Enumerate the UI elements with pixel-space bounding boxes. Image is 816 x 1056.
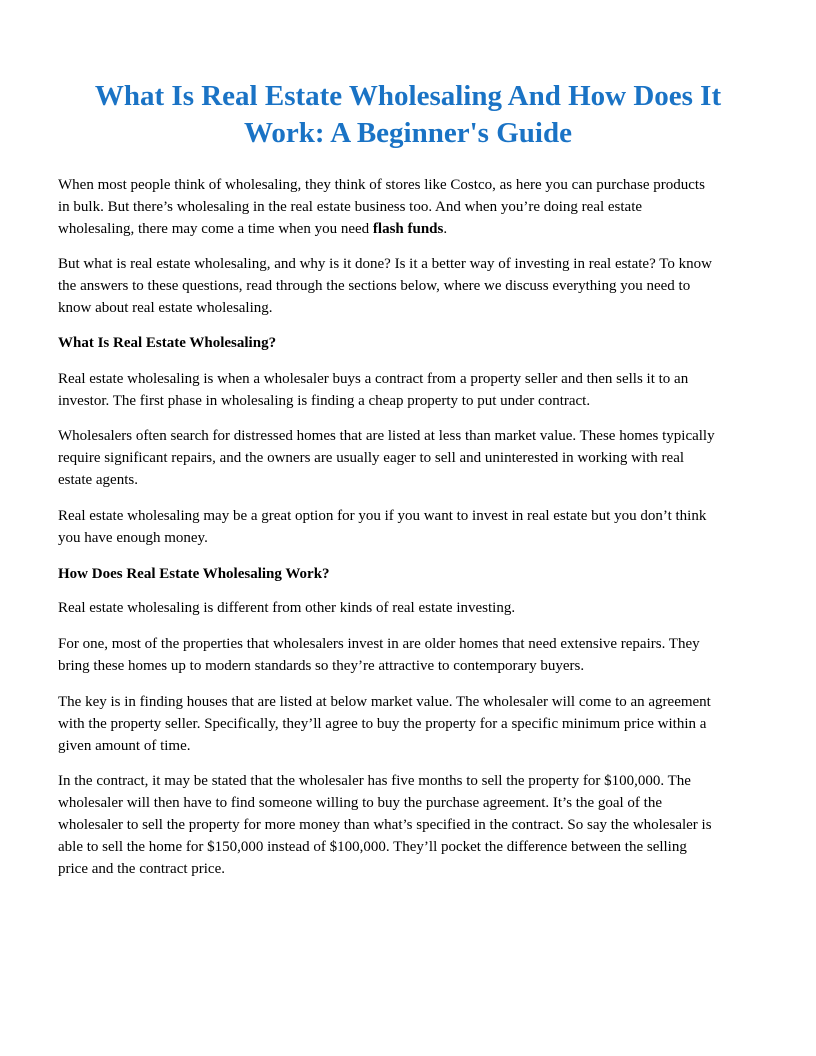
paragraph-7 bbox=[58, 633, 763, 677]
paragraph-6 bbox=[58, 597, 763, 619]
p5-line-2: you have enough money. bbox=[58, 530, 208, 546]
title-line-1: What Is Real Estate Wholesaling And How Does It bbox=[94, 80, 722, 112]
intro-line-2: in bulk. But there’s wholesaling in the real estate business too. And when you’re doing real estate bbox=[58, 199, 643, 215]
section-heading-2: How Does Real Estate Wholesaling Work? bbox=[58, 566, 330, 582]
p3-line-2: investor. The first phase in wholesaling is finding a cheap property to put under contract. bbox=[58, 393, 591, 409]
p4-line-1: Wholesalers often search for distressed homes that are listed at less than market value. These homes typically bbox=[58, 428, 715, 444]
p4-line-3: estate agents. bbox=[58, 472, 138, 488]
p8-line-2: with the property seller. Specifically, they’ll agree to buy the property for a specific minimum price within a bbox=[58, 716, 707, 732]
p7-line-1: For one, most of the properties that wholesalers invest in are older homes that need extensive repairs. They bbox=[58, 636, 700, 652]
paragraph-9 bbox=[58, 770, 763, 880]
intro-line-3 bbox=[58, 218, 763, 240]
paragraph-8 bbox=[58, 691, 763, 757]
title-line-2: Work: A Beginner's Guide bbox=[244, 117, 572, 149]
paragraph-4 bbox=[58, 425, 763, 491]
intro-paragraph bbox=[58, 174, 763, 240]
paragraph-2 bbox=[58, 253, 763, 319]
p9-line-2: wholesaler will then have to find someone willing to buy the purchase agreement. It’s the goal of the bbox=[58, 795, 662, 811]
p9-line-4: able to sell the home for $150,000 instead of $100,000. They’ll pocket the difference between the selling bbox=[58, 839, 687, 855]
p2-line-3: know about real estate wholesaling. bbox=[58, 300, 273, 316]
p6-line-1: Real estate wholesaling is different from other kinds of real estate investing. bbox=[58, 600, 516, 616]
section-heading-1: What Is Real Estate Wholesaling? bbox=[58, 335, 277, 351]
p8-line-3: given amount of time. bbox=[58, 738, 191, 754]
p5-line-1: Real estate wholesaling may be a great option for you if you want to invest in real estate but you don’t think bbox=[58, 508, 707, 524]
intro-line-3-end: . bbox=[443, 221, 448, 237]
intro-line-3-text: wholesaling, there may come a time when you need bbox=[58, 221, 373, 237]
document-title bbox=[58, 78, 758, 152]
paragraph-5 bbox=[58, 505, 763, 549]
p9-line-1: In the contract, it may be stated that the wholesaler has five months to sell the property for $100,000. The bbox=[58, 773, 691, 789]
p4-line-2: require significant repairs, and the owners are usually eager to sell and uninterested in working with real bbox=[58, 450, 685, 466]
p2-line-1: But what is real estate wholesaling, and why is it done? Is it a better way of investing in real estate? To know bbox=[58, 256, 712, 272]
p3-line-1: Real estate wholesaling is when a wholesaler buys a contract from a property seller and then sells it to an bbox=[58, 371, 689, 387]
flash-funds-link: flash funds bbox=[372, 221, 444, 237]
intro-line-1: When most people think of wholesaling, they think of stores like Costco, as here you can purchase products bbox=[58, 177, 705, 193]
paragraph-3 bbox=[58, 368, 763, 412]
p7-line-2: bring these homes up to modern standards so they’re attractive to contemporary buyers. bbox=[58, 658, 585, 674]
p8-line-1: The key is in finding houses that are listed at below market value. The wholesaler will come to an agreement bbox=[58, 694, 711, 710]
p9-line-5: price and the contract price. bbox=[58, 861, 225, 877]
p2-line-2: the answers to these questions, read through the sections below, where we discuss everything you need to bbox=[58, 278, 691, 294]
p9-line-3: wholesaler to sell the property for more money than what’s specified in the contract. So say the wholesaler is bbox=[58, 817, 712, 833]
